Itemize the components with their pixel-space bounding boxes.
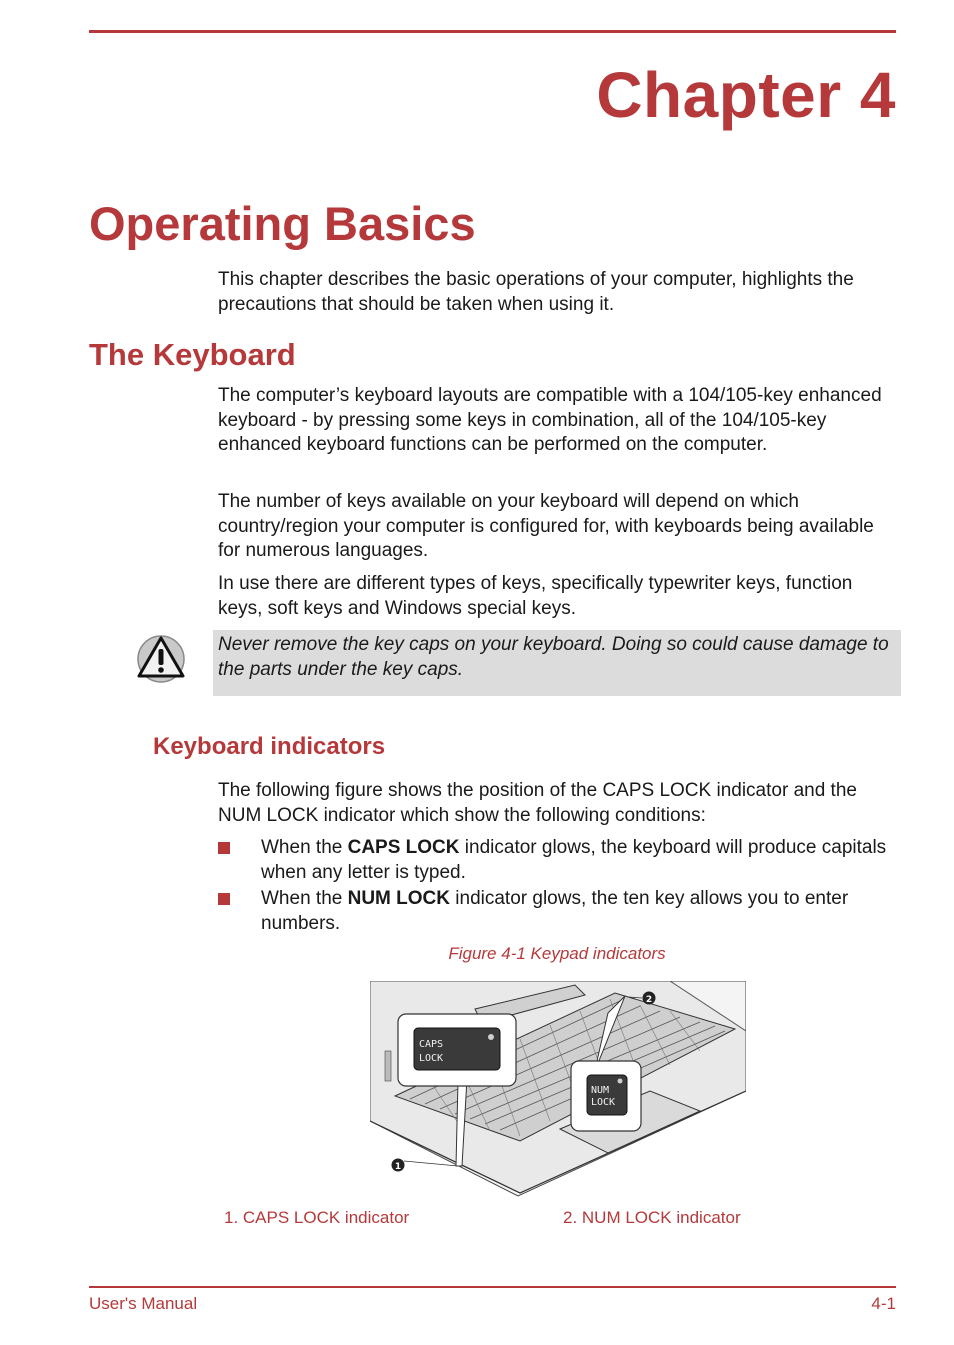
caution-note-text: Never remove the key caps on your keyboard. Doing so could cause damage to the parts under the key caps. — [218, 634, 889, 680]
warning-triangle-icon — [136, 631, 186, 685]
chapter-label: Chapter 4 — [596, 59, 896, 131]
num-lock-key-label: LOCK — [591, 1097, 616, 1108]
keyboard-paragraph-2: The number of keys available on your keyboard will depend on which country/region your computer is configured for, with keyboards being available for numerous languages. — [218, 491, 874, 561]
footer-manual-title: User's Manual — [89, 1294, 198, 1313]
keyboard-indicators-figure — [370, 981, 746, 1199]
num-lock-key-label: NUM — [591, 1085, 610, 1096]
page-title: Operating Basics — [89, 197, 476, 250]
footer-page-number: 4-1 — [871, 1294, 896, 1313]
bullet-marker — [218, 893, 230, 905]
intro-paragraph: This chapter describes the basic operations of your computer, highlights the precautions that should be taken when using it. — [218, 269, 854, 315]
callout-marker-1: 1 — [394, 1162, 402, 1172]
bullet-marker — [218, 842, 230, 854]
figure-caption: Figure 4-1 Keypad indicators — [448, 944, 666, 963]
caps-lock-key-label: LOCK — [419, 1053, 444, 1064]
section-heading-keyboard: The Keyboard — [89, 337, 296, 372]
keyboard-paragraph-3: In use there are different types of keys, specifically typewriter keys, function keys, soft keys and Windows special keys. — [218, 573, 853, 619]
legend-num-lock: 2. NUM LOCK indicator — [563, 1208, 741, 1227]
indicators-intro: The following figure shows the position of the CAPS LOCK indicator and the NUM LOCK indicator which show the following conditions: — [218, 780, 857, 826]
legend-caps-lock: 1. CAPS LOCK indicator — [224, 1208, 410, 1227]
bullet-caps-lock: When the CAPS LOCK indicator glows, the keyboard will produce capitals when any letter is typed. — [261, 837, 887, 883]
bullet-num-lock: When the NUM LOCK indicator glows, the ten key allows you to enter numbers. — [261, 888, 849, 934]
keyboard-paragraph-1: The computer’s keyboard layouts are compatible with a 104/105-key enhanced keyboard - by pressing some keys in combination, all of the 104/105-key enhanced keyboard functions can be performed on the computer. — [218, 385, 882, 455]
caps-lock-key-label: CAPS — [419, 1039, 444, 1050]
callout-marker-2: 2 — [645, 995, 653, 1005]
footer-rule — [89, 1286, 896, 1288]
top-rule — [89, 30, 896, 33]
section-heading-indicators: Keyboard indicators — [153, 733, 386, 760]
